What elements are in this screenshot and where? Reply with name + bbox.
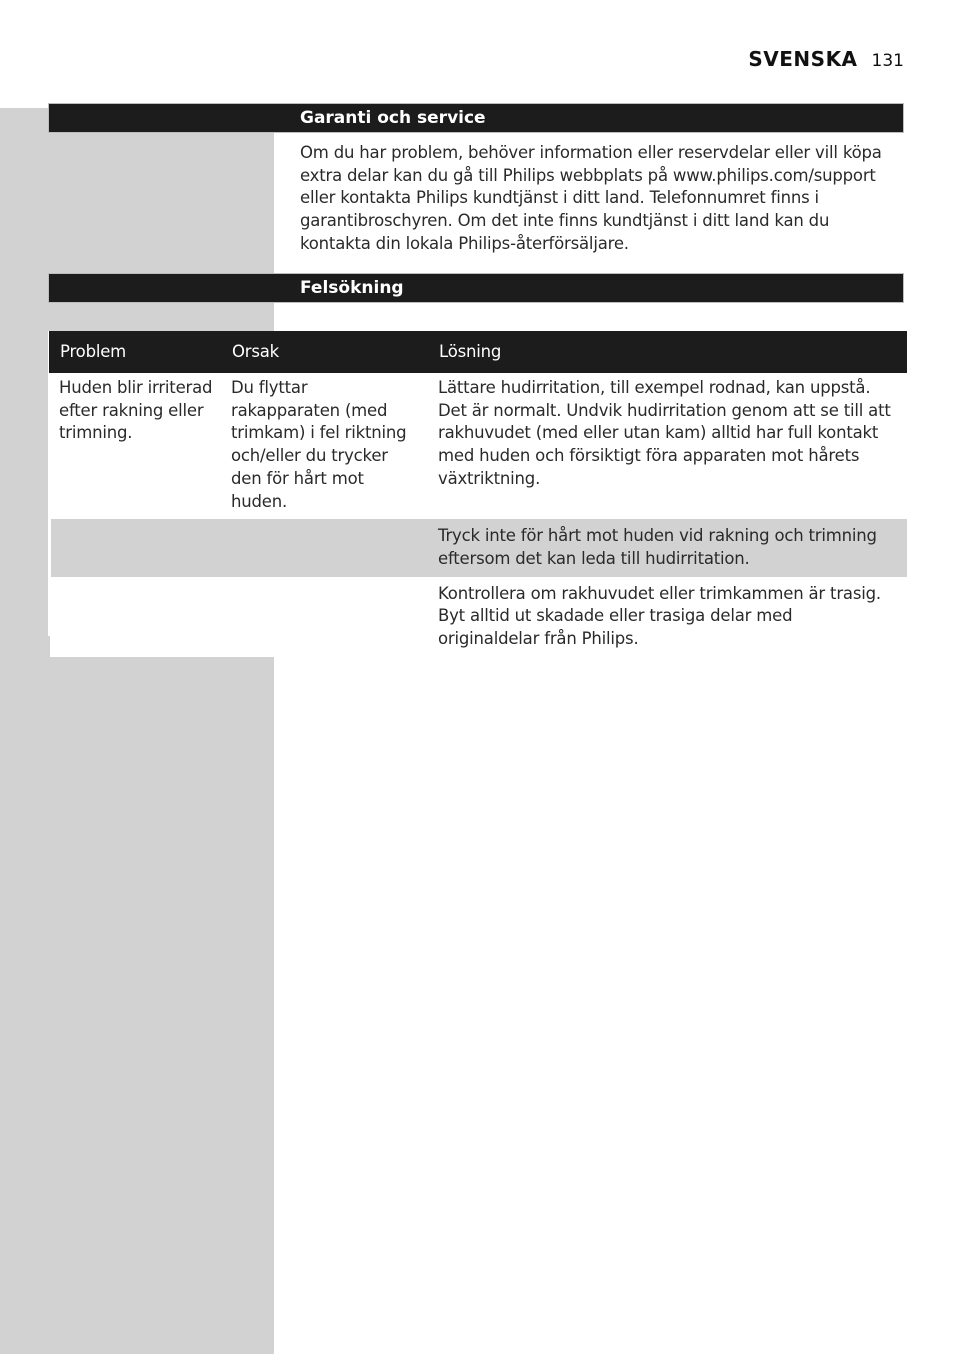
troubleshooting-table — [49, 331, 907, 657]
table-header-row — [50, 331, 907, 373]
column-header-cause: Orsak — [222, 331, 429, 373]
column-header-solution: Lösning — [429, 331, 907, 373]
problem-cell: Huden blir irriterad efter rakning eller trimning. — [50, 373, 222, 519]
cause-cell: Du flyttar rakapparaten (med trimkam) i fel riktning och/eller du trycker den för hårt mot huden. — [222, 373, 429, 519]
column-header-problem: Problem — [50, 331, 222, 373]
solution-cell: Tryck inte för hårt mot huden vid rakning och trimning eftersom det kan leda till hudirritation. — [429, 519, 907, 576]
table-row — [50, 577, 907, 657]
warranty-section-heading: Garanti och service — [300, 108, 486, 128]
solution-cell: Lättare hudirritation, till exempel rodnad, kan uppstå. Det är normalt. Undvik hudirritation genom att se till att rakhuvudet (med eller utan kam) alltid har full kontakt med huden och försiktigt föra apparaten mot hårets växtriktning. — [429, 373, 907, 519]
solution-cell: Kontrollera om rakhuvudet eller trimkammen är trasig. Byt alltid ut skadade eller trasiga delar med originaldelar från Philips. — [429, 577, 907, 657]
troubleshooting-section-heading-bar — [48, 273, 904, 303]
table-row — [50, 373, 907, 519]
cause-cell — [222, 577, 429, 657]
warranty-section-heading-bar — [48, 103, 904, 133]
troubleshooting-section-heading: Felsökning — [300, 278, 404, 298]
table-top-gap — [274, 303, 906, 331]
table-row — [50, 519, 907, 576]
problem-cell — [50, 519, 222, 576]
problem-cell — [50, 577, 222, 657]
page-header — [748, 47, 904, 71]
language-label: SVENSKA — [748, 47, 858, 71]
warranty-paragraph: Om du har problem, behöver information eller reservdelar eller vill köpa extra delar kan du gå till Philips webbplats på www.philips.com/support eller kontakta Philips kundtjänst i ditt land. Telefonnumret finns i garantibroschyren. Om det inte finns kundtjänst i ditt land kan du kontakta din lokala Philips-återförsäljare. — [300, 143, 882, 253]
page-number: 131 — [871, 51, 904, 71]
cause-cell — [222, 519, 429, 576]
